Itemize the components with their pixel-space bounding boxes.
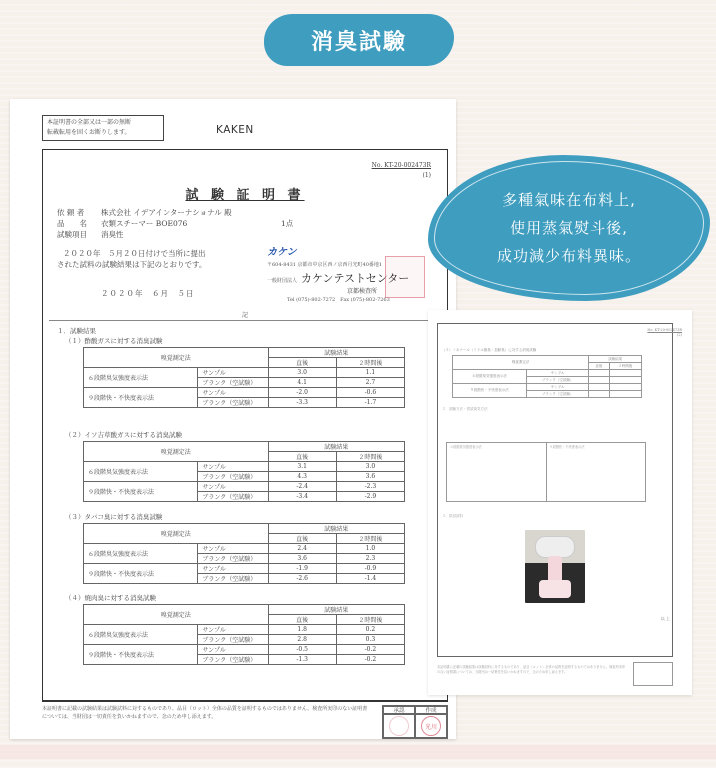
sample-cell: サンプル xyxy=(527,384,589,391)
callout-bubble xyxy=(428,155,710,301)
page-title-badge xyxy=(264,14,454,66)
meta-value: 株式会社 イデアインターナショナル 殿 xyxy=(101,208,232,217)
approve-stamp xyxy=(389,716,409,736)
create-label: 作成 xyxy=(415,706,447,714)
table-row xyxy=(84,645,405,655)
results-heading: １．試験結果 xyxy=(57,327,96,335)
header-method: 嗅覚測定法 xyxy=(84,348,269,368)
value-cell: 0.3 xyxy=(336,635,404,645)
value-cell xyxy=(589,384,609,391)
value-cell: 3.1 xyxy=(268,462,336,472)
lab-name: カケンテストセンター xyxy=(301,272,410,285)
section-title: （３）タバコ臭に対する消臭試験 xyxy=(65,513,163,521)
value-cell: 1.0 xyxy=(336,544,404,554)
header-results: 試験結果 xyxy=(268,605,404,615)
meta-row-client xyxy=(57,207,293,218)
value-cell: 3.6 xyxy=(336,472,404,482)
ki-mark: 記 xyxy=(241,312,248,319)
header-results: 試験結果 xyxy=(268,442,404,452)
doc-number: No. KT-20-002473R xyxy=(647,328,682,332)
value-cell: 2.7 xyxy=(336,378,404,388)
value-cell: -0.2 xyxy=(336,645,404,655)
method-cell: ９段階快・不快度表示法 xyxy=(84,564,198,584)
meta-value: 消臭性 xyxy=(101,230,124,239)
header-method: 嗅覚測定法 xyxy=(84,442,269,462)
value-cell: -2.4 xyxy=(268,482,336,492)
value-cell: 2.4 xyxy=(268,544,336,554)
header-after-2h: ２時間後 xyxy=(609,363,641,370)
header-immediate: 直後 xyxy=(268,358,336,368)
sample-cell: ブランク（空試験） xyxy=(198,472,268,482)
certificate-page-2 xyxy=(428,310,692,695)
copyright-notice-box xyxy=(42,115,164,141)
value-cell xyxy=(589,377,609,384)
scale-table xyxy=(446,442,646,502)
value-cell: -0.6 xyxy=(336,388,404,398)
value-cell: 0.2 xyxy=(336,625,404,635)
create-stamp-cell xyxy=(415,714,447,738)
results-table-2 xyxy=(83,441,405,502)
meta-key: 試験項目 xyxy=(57,230,87,239)
intro-line: ２０２０年 ５月２０日付けで当所に提出 xyxy=(63,249,206,258)
callout-line: 使用蒸氣熨斗後, xyxy=(510,219,628,237)
header-results: 試験結果 xyxy=(268,524,404,534)
lab-org-type: 一般財団法人 xyxy=(267,278,298,284)
results-table-4 xyxy=(83,604,405,665)
method-cell: ６段階臭気強度表示法 xyxy=(84,625,198,645)
meta-extra: 1点 xyxy=(281,219,294,228)
sample-cell: ブランク（空試験） xyxy=(198,554,268,564)
value-cell: 2.8 xyxy=(268,635,336,645)
meta-row-product xyxy=(57,218,293,229)
method-cell: ６段階臭気強度表示法 xyxy=(453,370,527,384)
table-row xyxy=(84,462,405,472)
section-title: （５）ノネナール（ミドル脂臭・加齢臭）に対する消臭試験 xyxy=(442,348,537,352)
steamer-base-shape xyxy=(539,580,571,598)
approve-label: 承認 xyxy=(383,706,415,714)
value-cell xyxy=(609,384,641,391)
header-after-2h: ２時間後 xyxy=(336,615,404,625)
table-row xyxy=(84,482,405,492)
sample-cell: サンプル xyxy=(527,370,589,377)
lab-address: 〒604-8431 京都市中京区西ノ京西月光町40番地1 xyxy=(267,262,383,268)
bottom-decorative-band xyxy=(0,745,716,759)
sample-cell: サンプル xyxy=(198,564,268,574)
page-title: 消臭試驗 xyxy=(310,29,407,55)
sample-cell: サンプル xyxy=(198,462,268,472)
table-row xyxy=(453,370,642,377)
notice-line: 本証明書の全部又は一部の無断 xyxy=(47,119,132,126)
certificate-meta xyxy=(57,207,293,240)
results-table-3 xyxy=(83,523,405,584)
value-cell: -2.6 xyxy=(268,574,336,584)
callout-line: 多種氣味在布料上, xyxy=(502,191,636,209)
value-cell xyxy=(609,377,641,384)
sample-cell: ブランク（空試験） xyxy=(527,391,589,398)
results-table-1 xyxy=(83,347,405,408)
sample-cell: サンプル xyxy=(198,625,268,635)
table-row xyxy=(84,388,405,398)
sample-cell: サンプル xyxy=(198,388,268,398)
divider xyxy=(49,320,441,321)
sample-cell: ブランク（空試験） xyxy=(198,635,268,645)
sample-cell: ブランク（空試験） xyxy=(198,398,268,408)
header-method: 嗅覚測定法 xyxy=(84,605,269,625)
scale-right: ９段階快・不快度表示法 xyxy=(546,443,646,501)
page-number: (2) xyxy=(677,333,682,337)
approve-stamp-cell xyxy=(383,714,415,738)
header-immediate: 直後 xyxy=(268,534,336,544)
test-sample-heading: ３．供試試料 xyxy=(442,514,463,518)
method-cell: ６段階臭気強度表示法 xyxy=(84,544,198,564)
create-stamp: 光川 xyxy=(421,716,441,736)
certificate-frame xyxy=(42,149,448,702)
value-cell: -2.3 xyxy=(336,482,404,492)
sample-cell: サンプル xyxy=(198,645,268,655)
sample-cell: サンプル xyxy=(198,544,268,554)
value-cell: -1.4 xyxy=(336,574,404,584)
certificate-title: 試 験 証 明 書 xyxy=(185,188,305,203)
value-cell: -1.7 xyxy=(336,398,404,408)
header-after-2h: ２時間後 xyxy=(336,452,404,462)
notice-line: 転載転用を固くお断りします。 xyxy=(47,129,131,136)
value-cell: 1.8 xyxy=(268,625,336,635)
value-cell: 2.3 xyxy=(336,554,404,564)
sample-cell: サンプル xyxy=(198,482,268,492)
steamer-product-photo xyxy=(525,530,585,603)
certificate-page-1 xyxy=(10,99,456,739)
value-cell: 1.1 xyxy=(336,368,404,378)
table-row xyxy=(84,544,405,554)
sample-cell: ブランク（空試験） xyxy=(198,655,268,665)
table-row xyxy=(84,625,405,635)
value-cell: -0.2 xyxy=(336,655,404,665)
lab-tel: Tel (075)-802-7272 Fax (075)-802-7263 xyxy=(287,297,390,303)
value-cell: -3.4 xyxy=(268,492,336,502)
value-cell: 3.0 xyxy=(268,368,336,378)
callout-line: 成功減少布料異味。 xyxy=(496,247,641,265)
header-immediate: 直後 xyxy=(589,363,609,370)
value-cell: -0.5 xyxy=(268,645,336,655)
end-mark: 以 上 xyxy=(660,616,670,621)
page-number: (1) xyxy=(422,172,431,179)
header-results: 試験結果 xyxy=(589,356,642,363)
section-title: （１）酢酸ガスに対する消臭試験 xyxy=(65,337,163,345)
brand-kaken: KAKEN xyxy=(216,124,254,136)
sample-cell: ブランク（空試験） xyxy=(527,377,589,384)
value-cell: -0.9 xyxy=(336,564,404,574)
intro-line: された試料の試験結果は下記のとおりです。 xyxy=(57,260,207,269)
value-cell: 3.0 xyxy=(336,462,404,472)
meta-row-test-item xyxy=(57,229,293,240)
scale-left: ６段階臭気強度表示法 xyxy=(450,445,482,449)
header-method: 嗅覚測定法 xyxy=(84,524,269,544)
header-after-2h: ２時間後 xyxy=(336,358,404,368)
sample-cell: ブランク（空試験） xyxy=(198,492,268,502)
header-immediate: 直後 xyxy=(268,452,336,462)
meta-key: 品 名 xyxy=(57,219,87,228)
lab-logo: カケン xyxy=(267,247,297,258)
sample-cell: ブランク（空試験） xyxy=(198,574,268,584)
approval-box xyxy=(382,705,448,739)
meta-value: 衣類スチーマー BOE076 xyxy=(101,219,188,228)
sample-cell: ブランク（空試験） xyxy=(198,378,268,388)
results-table-5 xyxy=(452,355,642,398)
value-cell xyxy=(609,370,641,377)
value-cell: -1.3 xyxy=(268,655,336,665)
intro-text xyxy=(57,248,206,270)
header-after-2h: ２時間後 xyxy=(336,534,404,544)
footer-disclaimer: 本証明書に記載の試験結果は試験試料に対するものであり、品目（ロット）全体の品質を証明するものではありません。検査所実印のない証明書については、当財団は一切責任を負いかねますので、念のため申し添えます。 xyxy=(437,665,626,674)
approval-box xyxy=(633,662,673,686)
section-title: （４）焼肉臭に対する消臭試験 xyxy=(65,594,156,602)
table-row xyxy=(84,368,405,378)
sample-cell: サンプル xyxy=(198,368,268,378)
header-immediate: 直後 xyxy=(268,615,336,625)
value-cell xyxy=(609,391,641,398)
footer-disclaimer: 本証明書に記載の試験結果は試験試料に対するものであり、品目（ロット）全体の品質を証明するものではありません。検査所実印のない証明書については、当財団は一切責任を負いかねますので、念のため申し添えます。 xyxy=(42,706,368,720)
method-cell: ９段階快・不快度表示法 xyxy=(84,645,198,665)
value-cell: -2.0 xyxy=(268,388,336,398)
method-cell: ９段階快・不快度表示法 xyxy=(84,482,198,502)
method-cell: ６段階臭気強度表示法 xyxy=(84,368,198,388)
header-results: 試験結果 xyxy=(268,348,404,358)
value-cell: 3.6 xyxy=(268,554,336,564)
lab-branch: 京都検査所 xyxy=(347,288,378,295)
value-cell: -1.9 xyxy=(268,564,336,574)
value-cell: 4.3 xyxy=(268,472,336,482)
method-cell: ９段階快・不快度表示法 xyxy=(453,384,527,398)
value-cell: -2.9 xyxy=(336,492,404,502)
value-cell: -3.3 xyxy=(268,398,336,408)
method-cell: ９段階快・不快度表示法 xyxy=(84,388,198,408)
section-title: （２）イソ吉草酸ガスに対する消臭試験 xyxy=(65,431,182,439)
value-cell xyxy=(589,370,609,377)
lab-seal-stamp xyxy=(385,256,425,298)
value-cell xyxy=(589,391,609,398)
method-cell: ６段階臭気強度表示法 xyxy=(84,462,198,482)
doc-number: No. KT-20-002473R xyxy=(371,162,431,169)
issue-date: ２０２０年 ６月 ５日 xyxy=(101,289,195,298)
method-heading: ２．試験方法・供試臭気方法 xyxy=(442,407,488,411)
value-cell: 4.1 xyxy=(268,378,336,388)
steamer-head-shape xyxy=(535,536,575,558)
header-method: 嗅覚測定法 xyxy=(453,356,589,370)
table-row xyxy=(453,384,642,391)
table-row xyxy=(84,564,405,574)
meta-key: 依 頼 者 xyxy=(57,208,85,217)
